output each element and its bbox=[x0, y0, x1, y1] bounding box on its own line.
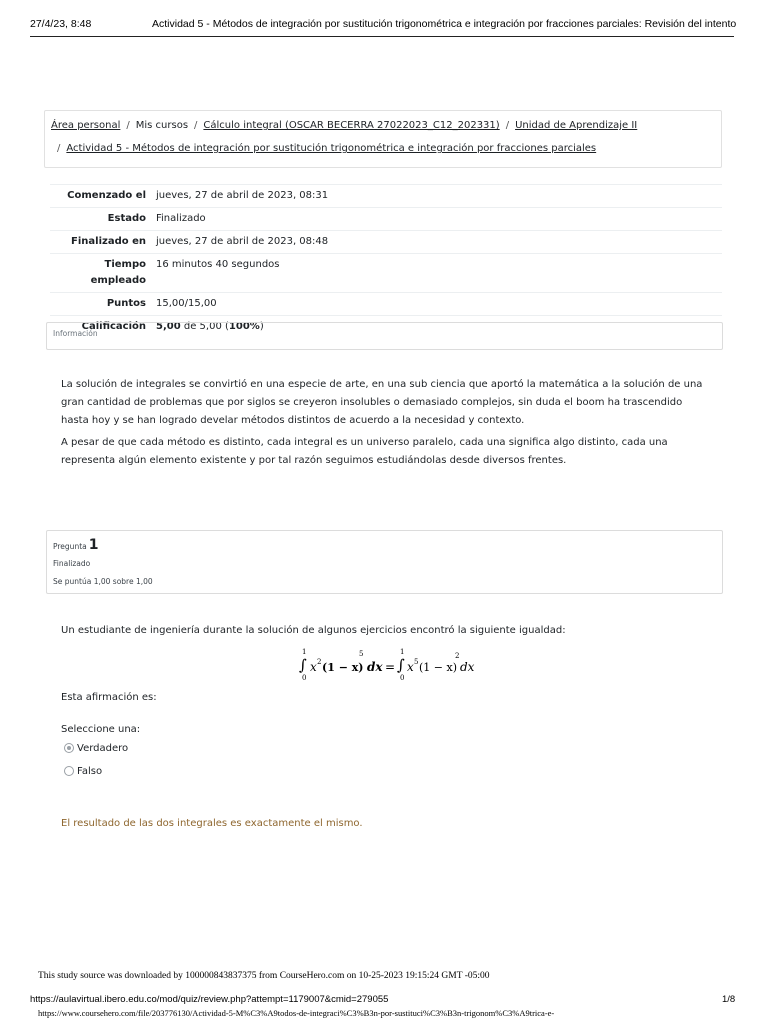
lhs-exponent: 2 bbox=[317, 658, 322, 666]
summary-row-finished bbox=[50, 231, 722, 254]
grade-of: de 5,00 ( bbox=[183, 321, 229, 332]
page-url: https://aulavirtual.ibero.edu.co/mod/quiz/review.php?attempt=1179007&cmid=279055 bbox=[30, 994, 389, 1005]
summary-label: Comenzado el bbox=[67, 190, 146, 201]
question-grade: Se puntúa 1,00 sobre 1,00 bbox=[53, 577, 153, 586]
integral-sign: ∫ bbox=[299, 656, 307, 674]
breadcrumb-course[interactable]: Cálculo integral (OSCAR BECERRA 27022023_C12_202331) bbox=[203, 120, 500, 131]
summary-label: Estado bbox=[107, 213, 146, 224]
question-number: 1 bbox=[88, 537, 99, 553]
question-text: Un estudiante de ingeniería durante la solución de algunos ejercicios encontró la siguiente igualdad: bbox=[61, 625, 566, 636]
breadcrumb-mis-cursos: Mis cursos bbox=[135, 120, 189, 131]
breadcrumb-separator: / bbox=[505, 120, 510, 131]
print-datetime: 27/4/23, 8:48 bbox=[30, 18, 92, 30]
print-title: Actividad 5 - Métodos de integración por sustitución trigonométrica e integración por fracciones parciales: Revisión del intento bbox=[152, 18, 737, 30]
information-label: Información bbox=[53, 329, 98, 338]
question-info-box bbox=[46, 530, 723, 594]
question-state: Finalizado bbox=[53, 559, 91, 568]
question-prefix: Pregunta bbox=[53, 542, 87, 551]
option-label: Falso bbox=[77, 766, 103, 777]
header-divider bbox=[30, 36, 734, 37]
summary-value: Finalizado bbox=[156, 213, 206, 224]
breadcrumb-separator: / bbox=[194, 120, 198, 131]
rhs-factor-exponent: 2 bbox=[455, 652, 460, 660]
integral-equation bbox=[286, 646, 486, 686]
summary-label: Tiempo empleado bbox=[90, 259, 146, 286]
lhs-dx: dx bbox=[367, 660, 383, 674]
summary-row-points bbox=[50, 293, 722, 316]
option-verdadero[interactable] bbox=[64, 743, 128, 754]
upper-limit: 1 bbox=[400, 648, 405, 656]
upper-limit: 1 bbox=[302, 648, 307, 656]
summary-row-time-taken bbox=[50, 254, 722, 293]
breadcrumb-unit[interactable]: Unidad de Aprendizaje II bbox=[515, 120, 638, 131]
grade-close: ) bbox=[259, 321, 264, 332]
option-label: Verdadero bbox=[77, 743, 129, 754]
summary-value: 16 minutos 40 segundos bbox=[156, 259, 280, 270]
grade-score: 5,00 bbox=[156, 321, 181, 332]
lhs-base: x bbox=[310, 660, 317, 674]
intro-text bbox=[61, 376, 711, 474]
summary-label: Calificación bbox=[81, 321, 146, 332]
information-box bbox=[46, 322, 723, 350]
breadcrumb-separator: / bbox=[57, 143, 61, 154]
option-falso[interactable] bbox=[64, 766, 102, 777]
page-number: 1/8 bbox=[722, 994, 736, 1005]
rhs-factor: (1 − x) bbox=[419, 661, 457, 674]
rhs-exponent: 5 bbox=[414, 658, 419, 666]
rhs-dx: dx bbox=[460, 660, 475, 674]
breadcrumb bbox=[44, 110, 722, 168]
lhs-factor-exponent: 5 bbox=[359, 650, 364, 658]
summary-row-state bbox=[50, 208, 722, 231]
intro-paragraph: La solución de integrales se convirtió en una especie de arte, en una sub ciencia que aportó la matemática a la solución de una gran cantidad de problemas que por siglos se creyeron insolubles o demasiado complejos, sin duda el boom ha trascendido hasta hoy y se han logrado develar métodos distintos de acuerdo a la necesidad y contexto. bbox=[61, 379, 703, 426]
summary-value: 15,00/15,00 bbox=[156, 298, 217, 309]
select-one-label: Seleccione una: bbox=[61, 724, 141, 735]
summary-row-started bbox=[50, 185, 722, 208]
breadcrumb-area-personal[interactable]: Área personal bbox=[51, 120, 121, 131]
question-statement: Esta afirmación es: bbox=[61, 692, 157, 703]
rhs-base: x bbox=[407, 660, 414, 674]
attempt-summary-table bbox=[50, 184, 722, 338]
answer-feedback: El resultado de las dos integrales es exactamente el mismo. bbox=[61, 818, 363, 829]
radio-unselected-icon[interactable] bbox=[64, 766, 74, 776]
intro-paragraph: A pesar de que cada método es distinto, cada integral es un universo paralelo, cada una significa algo distinto, cada una representa algún elemento existente y por tal razón seguimos estudiándolas desde diversos frentes. bbox=[61, 437, 668, 466]
equals-sign: = bbox=[385, 660, 396, 674]
coursehero-watermark: This study source was downloaded by 100000843837375 from CourseHero.com on 10-25-2023 19:15:24 GMT -05:00 bbox=[38, 971, 490, 981]
lhs-factor: (1 − x) bbox=[322, 661, 364, 674]
breadcrumb-separator: / bbox=[126, 120, 130, 131]
summary-label: Finalizado en bbox=[71, 236, 146, 247]
grade-percent: 100% bbox=[228, 321, 260, 332]
breadcrumb-activity[interactable]: Actividad 5 - Métodos de integración por sustitución trigonométrica e integración por fracciones parciales bbox=[66, 143, 597, 154]
source-url: https://www.coursehero.com/file/203776130/Actividad-5-M%C3%A9todos-de-integraci%C3%B3n-por-sustituci%C3%B3n-trigonom%C3%A9trica-e- bbox=[38, 1008, 555, 1018]
summary-value: jueves, 27 de abril de 2023, 08:48 bbox=[156, 236, 329, 247]
summary-value: jueves, 27 de abril de 2023, 08:31 bbox=[156, 190, 329, 201]
lower-limit: 0 bbox=[302, 674, 307, 682]
summary-label: Puntos bbox=[106, 298, 146, 309]
integral-sign: ∫ bbox=[397, 656, 405, 674]
radio-selected-icon[interactable] bbox=[64, 743, 74, 753]
lower-limit: 0 bbox=[400, 674, 405, 682]
